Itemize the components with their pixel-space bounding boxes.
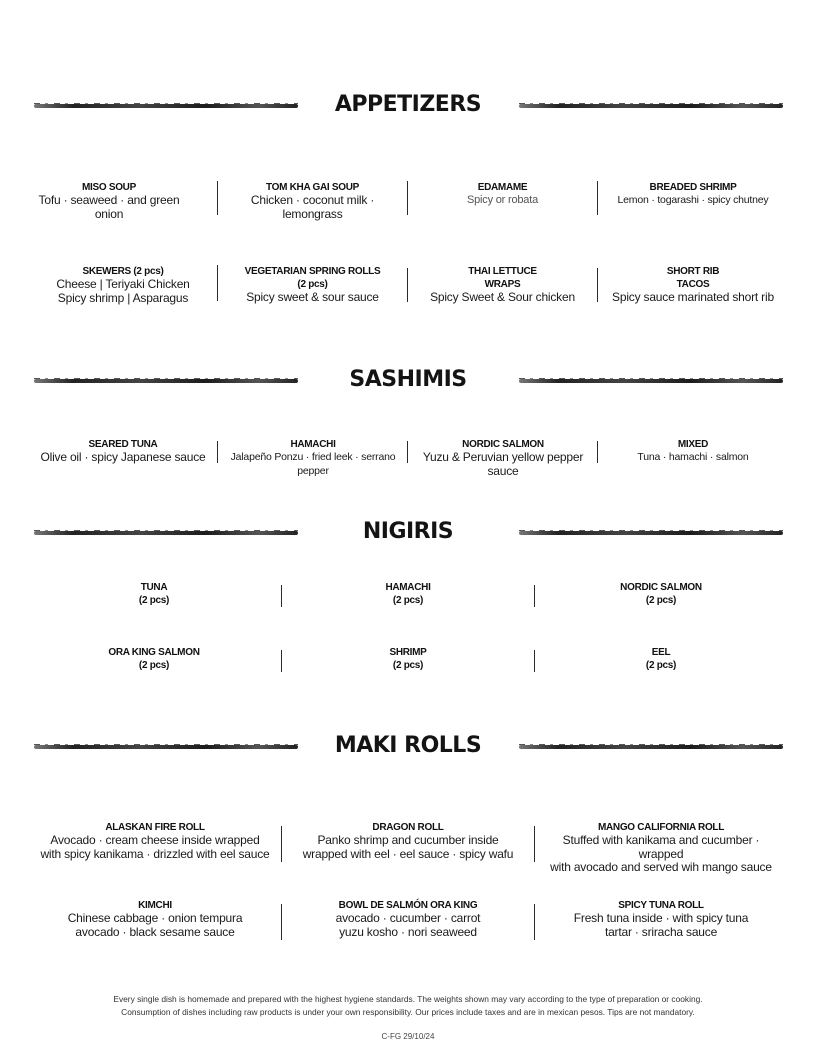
item-description: Tuna · hamachi · salmon — [637, 451, 749, 463]
column-divider — [407, 181, 408, 215]
item-name: MISO SOUP — [82, 182, 136, 193]
item-description: yuzu kosho · nori seaweed — [339, 924, 477, 939]
disclaimer-line-2: Consumption of dishes including raw products is under your own responsibility. Our prices include taxes and are in mexican pesos. Tips are not mandatory. — [121, 1006, 695, 1017]
column-divider — [597, 181, 598, 215]
menu-item-mixed — [604, 438, 782, 465]
item-name-line2: WRAPS — [484, 279, 521, 290]
item-description: Chicken · coconut milk · lemongrass — [250, 193, 375, 221]
brush-divider-right — [519, 531, 783, 535]
column-divider — [534, 585, 535, 607]
menu-item-skewers — [28, 265, 218, 305]
column-divider — [407, 441, 408, 463]
section-title: SASHIMIS — [349, 367, 467, 392]
menu-item-bowl-de-salmon-ora-king — [293, 899, 523, 939]
item-description: Jalapeño Ponzu · fried leek · serrano pepper — [230, 451, 396, 477]
section-title: NIGIRIS — [362, 519, 454, 544]
item-name: NORDIC SALMON — [620, 582, 702, 593]
section-header-sashimis — [0, 367, 816, 397]
item-name: VEGETARIAN SPRING ROLLS — [244, 266, 381, 277]
item-name: MANGO CALIFORNIA ROLL — [597, 822, 725, 833]
item-name: NORDIC SALMON — [462, 439, 544, 450]
item-description: Spicy shrimp | Asparagus — [57, 290, 189, 305]
brush-divider-right — [519, 379, 783, 383]
footer-disclaimer — [40, 993, 776, 1018]
item-name: HAMACHI — [385, 582, 431, 593]
item-description: Stuffed with kanikama and cucumber · wrapped — [562, 833, 760, 861]
item-portion: (2 pcs) — [392, 660, 424, 671]
column-divider — [534, 904, 535, 940]
item-name: EEL — [651, 647, 671, 658]
menu-item-breaded-shrimp — [604, 181, 782, 208]
item-portion: (2 pcs) — [645, 595, 677, 606]
brush-divider-left — [34, 745, 298, 749]
item-description: tartar · sriracha sauce — [604, 924, 718, 939]
item-description: Cheese | Teriyaki Chicken — [56, 277, 190, 291]
section-header-appetizers — [0, 92, 816, 122]
item-description: wrapped with eel · eel sauce · spicy wafu — [302, 846, 514, 861]
item-description: Spicy sauce marinated short rib — [612, 290, 774, 304]
item-portion: (2 pcs) — [138, 660, 170, 671]
item-description: Fresh tuna inside · with spicy tuna — [573, 911, 749, 925]
menu-item-short-rib-tacos — [604, 265, 782, 305]
column-divider — [281, 904, 282, 940]
item-name: SHRIMP — [389, 647, 427, 658]
menu-item-spicy-tuna-roll — [546, 899, 776, 939]
item-portion: (2 pcs) — [645, 660, 677, 671]
section-title: APPETIZERS — [334, 92, 482, 117]
menu-item-kimchi — [40, 899, 270, 939]
menu-item-miso-soup — [28, 181, 190, 221]
item-name: SPICY TUNA ROLL — [618, 900, 704, 911]
column-divider — [281, 826, 282, 862]
menu-item-vegetarian-spring-rolls — [222, 265, 403, 305]
column-divider — [281, 585, 282, 607]
menu-item-ora-king-salmon-nigiri — [54, 646, 254, 672]
menu-item-shrimp-nigiri — [308, 646, 508, 672]
item-name: HAMACHI — [290, 439, 336, 450]
item-name: DRAGON ROLL — [372, 822, 444, 833]
menu-item-thai-lettuce-wraps — [412, 265, 593, 305]
menu-item-nordic-salmon-sashimi — [409, 438, 597, 478]
item-name: SKEWERS (2 pcs) — [82, 266, 164, 277]
column-divider — [217, 265, 218, 301]
column-divider — [407, 268, 408, 302]
item-description: Spicy sweet & sour sauce — [246, 290, 379, 304]
menu-item-hamachi-sashimi — [219, 438, 407, 478]
item-description: with spicy kanikama · drizzled with eel sauce — [40, 846, 270, 861]
menu-item-tuna-nigiri — [54, 581, 254, 607]
item-description: Spicy Sweet & Sour chicken — [430, 290, 575, 304]
column-divider — [597, 441, 598, 463]
item-portion: (2 pcs) — [392, 595, 424, 606]
section-header-maki-rolls — [0, 733, 816, 763]
item-name: ALASKAN FIRE ROLL — [105, 822, 205, 833]
menu-item-eel-nigiri — [561, 646, 761, 672]
item-name: BOWL DE SALMÓN ORA KING — [338, 900, 478, 911]
menu-item-alaskan-fire-roll — [40, 821, 270, 861]
item-name: MIXED — [677, 439, 709, 450]
item-description: Chinese cabbage · onion tempura — [67, 911, 243, 925]
menu-item-seared-tuna — [28, 438, 218, 465]
item-name: KIMCHI — [138, 900, 172, 911]
column-divider — [217, 181, 218, 215]
column-divider — [534, 650, 535, 672]
menu-item-nordic-salmon-nigiri — [561, 581, 761, 607]
brush-divider-right — [519, 745, 783, 749]
column-divider — [534, 826, 535, 862]
item-name: TOM KHA GAI SOUP — [266, 182, 359, 193]
item-description: Panko shrimp and cucumber inside — [317, 833, 499, 847]
item-name: THAI LETTUCE — [468, 266, 537, 277]
item-portion: (2 pcs) — [138, 595, 170, 606]
item-name: TUNA — [140, 582, 168, 593]
column-divider — [597, 268, 598, 302]
item-name-line2: TACOS — [676, 279, 710, 290]
section-title: MAKI ROLLS — [334, 733, 482, 758]
column-divider — [217, 441, 218, 463]
menu-item-hamachi-nigiri — [308, 581, 508, 607]
brush-divider-left — [34, 104, 298, 108]
item-description: avocado · cucumber · carrot — [335, 911, 481, 925]
item-description: avocado · black sesame sauce — [75, 924, 235, 939]
item-name: SEARED TUNA — [88, 439, 158, 450]
item-portion: (2 pcs) — [297, 279, 328, 290]
section-header-nigiris — [0, 519, 816, 549]
item-description: Avocado · cream cheese inside wrapped — [50, 833, 260, 847]
menu-item-dragon-roll — [293, 821, 523, 861]
item-name: BREADED SHRIMP — [649, 182, 737, 193]
brush-divider-left — [34, 531, 298, 535]
item-name: EDAMAME — [477, 182, 528, 193]
document-code: C-FG 29/10/24 — [381, 1032, 435, 1041]
item-description: Yuzu & Peruvian yellow pepper sauce — [422, 450, 584, 478]
item-description: Tofu · seaweed · and green onion — [38, 193, 180, 221]
item-description: Spicy or robata — [467, 194, 538, 206]
item-name: ORA KING SALMON — [108, 647, 200, 658]
menu-item-edamame — [412, 181, 593, 208]
item-description: Olive oil · spicy Japanese sauce — [40, 450, 206, 464]
brush-divider-right — [519, 104, 783, 108]
disclaimer-line-1: Every single dish is homemade and prepared with the highest hygiene standards. The weights shown may vary according to the type of preparation or cooking. — [113, 994, 703, 1004]
menu-item-mango-california-roll — [546, 821, 776, 875]
item-description: with avocado and served wih mango sauce — [550, 860, 772, 874]
brush-divider-left — [34, 379, 298, 383]
item-name: SHORT RIB — [666, 266, 720, 277]
column-divider — [281, 650, 282, 672]
menu-item-tom-kha-gai-soup — [222, 181, 403, 221]
item-description: Lemon · togarashi · spicy chutney — [617, 194, 769, 206]
